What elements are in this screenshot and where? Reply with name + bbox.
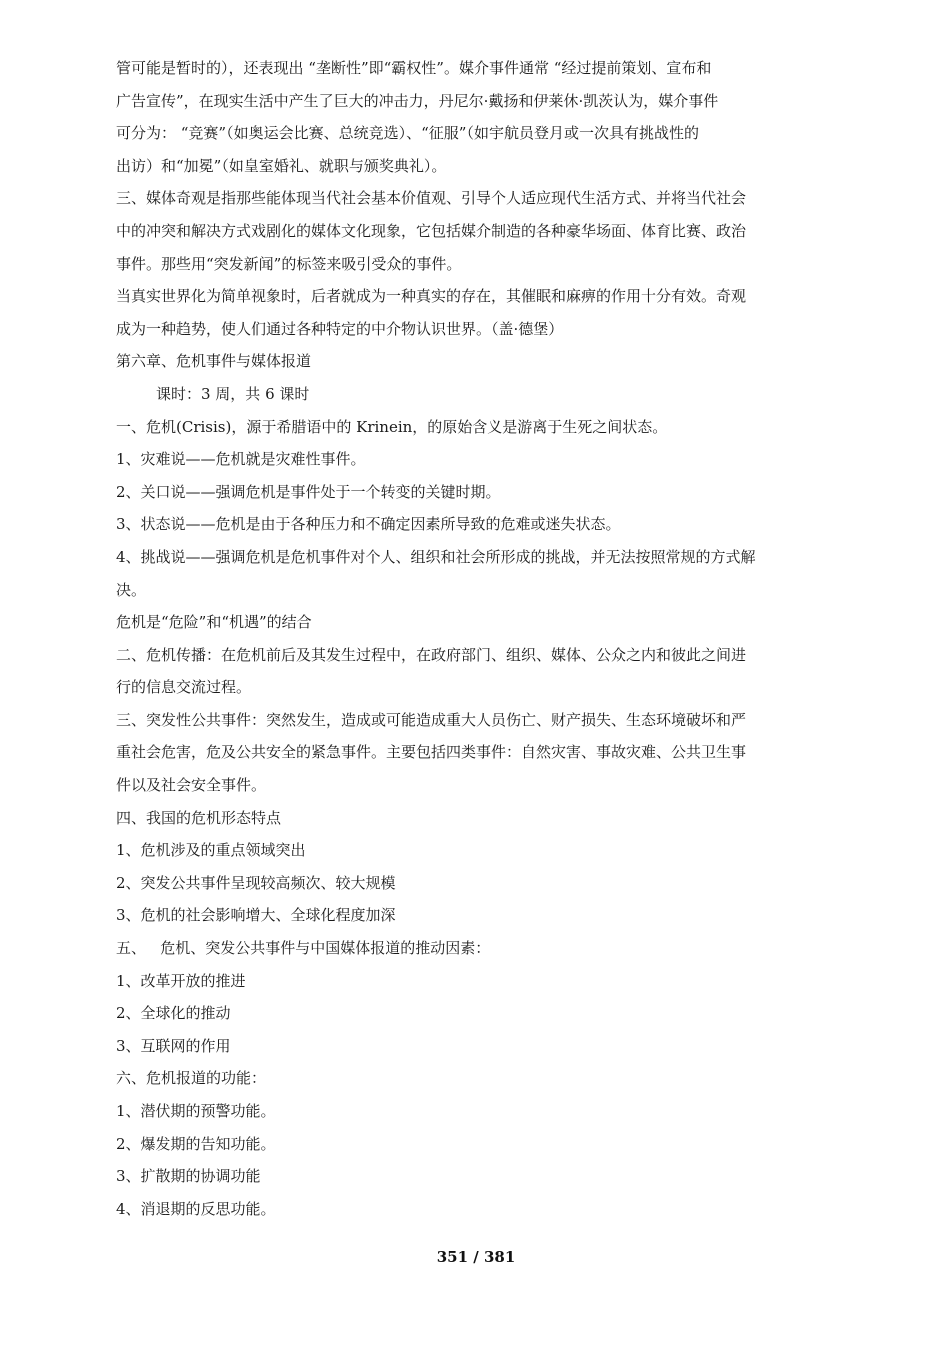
paragraph-line: 件以及社会安全事件。 xyxy=(116,776,267,795)
paragraph-line: 管可能是暂时的），还表现出 “垄断性”即“霸权性”。媒介事件通常 “经过提前策划、宣布和 xyxy=(116,59,712,77)
class-hours-note: 课时：3 周，共 6 课时 xyxy=(156,384,310,403)
list-item: 3、危机的社会影响增大、全球化程度加深 xyxy=(116,906,396,925)
paragraph-line: 当真实世界化为简单视象时，后者就成为一种真实的存在，其催眠和麻痹的作用十分有效。奇观 xyxy=(116,287,747,306)
list-item: 1、灾难说——危机就是灾难性事件。 xyxy=(116,450,366,469)
list-item: 1、危机涉及的重点领域突出 xyxy=(116,841,306,860)
list-item: 2、关口说——强调危机是事件处于一个转变的关键时期。 xyxy=(116,482,501,501)
document-body xyxy=(116,52,838,1225)
list-item: 4、消退期的反思功能。 xyxy=(116,1199,276,1218)
list-item: 3、互联网的作用 xyxy=(116,1036,231,1055)
paragraph-line: 危机是“危险”和“机遇”的结合 xyxy=(116,613,312,632)
paragraph-line: 成为一种趋势，使人们通过各种特定的中介物认识世界。（盖·德堡） xyxy=(116,319,564,338)
paragraph-line: 事件。那些用“突发新闻”的标签来吸引受众的事件。 xyxy=(116,254,462,273)
list-item: 3、状态说——危机是由于各种压力和不确定因素所导致的危难或迷失状态。 xyxy=(116,515,621,534)
page-number: 351 / 381 xyxy=(436,1248,516,1266)
paragraph-line: 重社会危害，危及公共安全的紧急事件。主要包括四类事件：自然灾害、事故灾难、公共卫生事 xyxy=(116,743,747,762)
list-item: 2、突发公共事件呈现较高频次、较大规模 xyxy=(116,873,396,892)
list-item: 2、爆发期的告知功能。 xyxy=(116,1134,276,1153)
paragraph-line: 行的信息交流过程。 xyxy=(116,678,252,697)
paragraph-line: 二、危机传播：在危机前后及其发生过程中，在政府部门、组织、媒体、公众之内和彼此之间进 xyxy=(116,645,747,664)
paragraph-line: 三、突发性公共事件：突然发生，造成或可能造成重大人员伤亡、财产损失、生态环境破坏和严 xyxy=(116,710,747,729)
paragraph-line: 中的冲突和解决方式戏剧化的媒体文化现象，它包括媒介制造的各种豪华场面、体育比赛、政治 xyxy=(116,221,747,240)
paragraph-line: 出访）和“加冕”（如皇室婚礼、就职与颁奖典礼）。 xyxy=(116,156,447,175)
list-item: 1、改革开放的推进 xyxy=(116,971,246,990)
list-item: 2、全球化的推动 xyxy=(116,1004,231,1023)
list-item: 1、潜伏期的预警功能。 xyxy=(116,1102,276,1120)
section-heading: 四、我国的危机形态特点 xyxy=(116,808,282,827)
list-item: 3、扩散期的协调功能 xyxy=(116,1167,261,1186)
paragraph-line: 一、危机(Crisis)，源于希腊语中的 Krinein，的原始含义是游离于生死之间状态。 xyxy=(116,417,668,436)
list-item: 4、挑战说——强调危机是危机事件对个人、组织和社会所形成的挑战，并无法按照常规的方式解 xyxy=(116,547,756,566)
paragraph-line: 决。 xyxy=(116,580,147,599)
section-heading: 五、 危机、突发公共事件与中国媒体报道的推动因素： xyxy=(116,939,491,958)
paragraph-line: 广告宣传”，在现实生活中产生了巨大的冲击力，丹尼尔·戴扬和伊莱休·凯茨认为，媒介事件 xyxy=(116,91,719,110)
paragraph-line: 可分为： “竞赛”（如奥运会比赛、总统竞选）、“征服”（如宇航员登月或一次具有挑战性的 xyxy=(116,124,699,143)
section-heading: 六、危机报道的功能： xyxy=(116,1069,267,1088)
paragraph-line: 三、媒体奇观是指那些能体现当代社会基本价值观、引导个人适应现代生活方式、并将当代社会 xyxy=(116,189,747,208)
chapter-heading: 第六章、危机事件与媒体报道 xyxy=(116,352,312,371)
